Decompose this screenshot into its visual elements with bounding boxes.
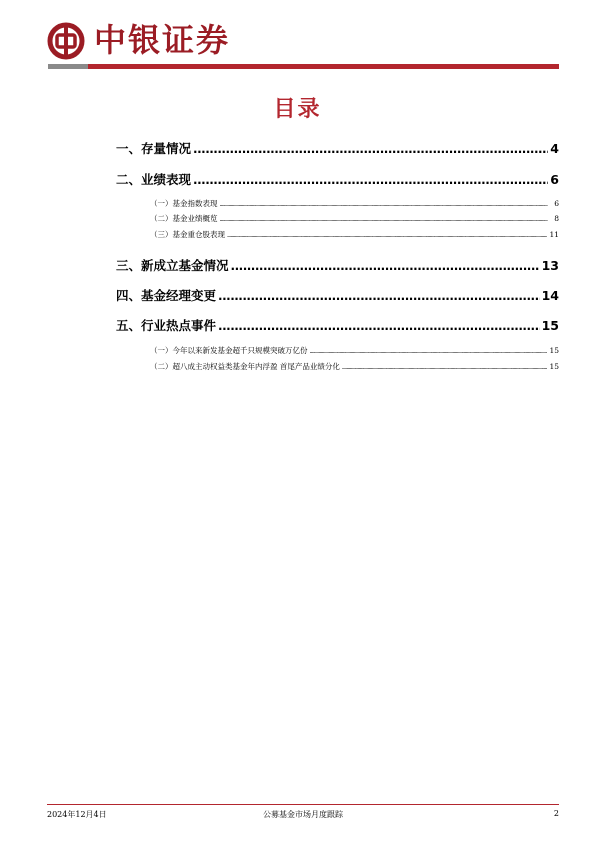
toc-leader-dots: [231, 259, 540, 273]
toc-subentry-label: （二）基金业绩概览: [150, 214, 218, 223]
toc-leader-dots: [193, 173, 548, 187]
toc-leader-dots: [218, 289, 540, 303]
toc-entry[interactable]: [116, 316, 559, 334]
toc-entry[interactable]: [116, 170, 559, 188]
toc-title: 目录: [273, 97, 322, 122]
toc-subentry[interactable]: [150, 213, 559, 224]
toc-subentry-page: 15: [549, 346, 559, 355]
bank-of-china-logo-icon: [47, 22, 85, 60]
toc-leader-dots: [193, 142, 548, 156]
toc-entry-label: 一、存量情况: [116, 141, 192, 156]
toc-subentry-label: （二）超八成主动权益类基金年内浮盈 首尾产品业绩分化: [150, 362, 340, 371]
toc-subentry-label: （一）今年以来新发基金超千只规模突破万亿份: [150, 346, 308, 355]
toc-subentry-label: （三）基金重仓股表现: [150, 230, 225, 239]
toc-entry-page: 6: [550, 172, 559, 187]
toc-subentry-label: （一）基金指数表现: [150, 199, 218, 208]
toc-subentry[interactable]: [150, 361, 559, 372]
toc-entry-page: 14: [541, 288, 559, 303]
toc-leader-dots: [227, 232, 547, 239]
toc-subentry-page: 6: [554, 199, 559, 208]
header-rule-red: [88, 64, 559, 69]
page-header: [0, 0, 595, 72]
toc-entry[interactable]: [116, 286, 559, 304]
toc-subentry-page: 15: [549, 362, 559, 371]
toc-entry[interactable]: [116, 256, 559, 274]
brand-name: 中银证券: [94, 21, 231, 59]
toc-subentry[interactable]: [150, 198, 559, 209]
footer-page-number: 2: [553, 809, 559, 818]
toc-entry-label: 二、业绩表现: [116, 172, 192, 187]
toc-leader-dots: [310, 348, 548, 355]
toc-entry-page: 13: [541, 258, 559, 273]
footer-rule: [47, 804, 559, 805]
toc-subentry[interactable]: [150, 229, 559, 240]
toc-leader-dots: [218, 319, 540, 333]
toc-entry-page: 4: [550, 141, 559, 156]
toc-entry-label: 四、基金经理变更: [116, 288, 217, 303]
toc-leader-dots: [220, 216, 553, 223]
toc-subentry[interactable]: [150, 345, 559, 356]
toc-leader-dots: [220, 201, 553, 208]
toc-leader-dots: [342, 364, 548, 371]
toc-entry-label: 五、行业热点事件: [116, 318, 217, 333]
footer-report-title: 公募基金市场月度跟踪: [263, 810, 343, 819]
toc-entry[interactable]: [116, 139, 559, 157]
toc-entry-page: 15: [541, 318, 559, 333]
toc-entry-label: 三、新成立基金情况: [116, 258, 229, 273]
footer-date: 2024年12月4日: [47, 810, 107, 819]
header-rule-gray: [48, 64, 88, 69]
toc-subentry-page: 8: [554, 214, 559, 223]
toc-subentry-page: 11: [549, 230, 559, 239]
